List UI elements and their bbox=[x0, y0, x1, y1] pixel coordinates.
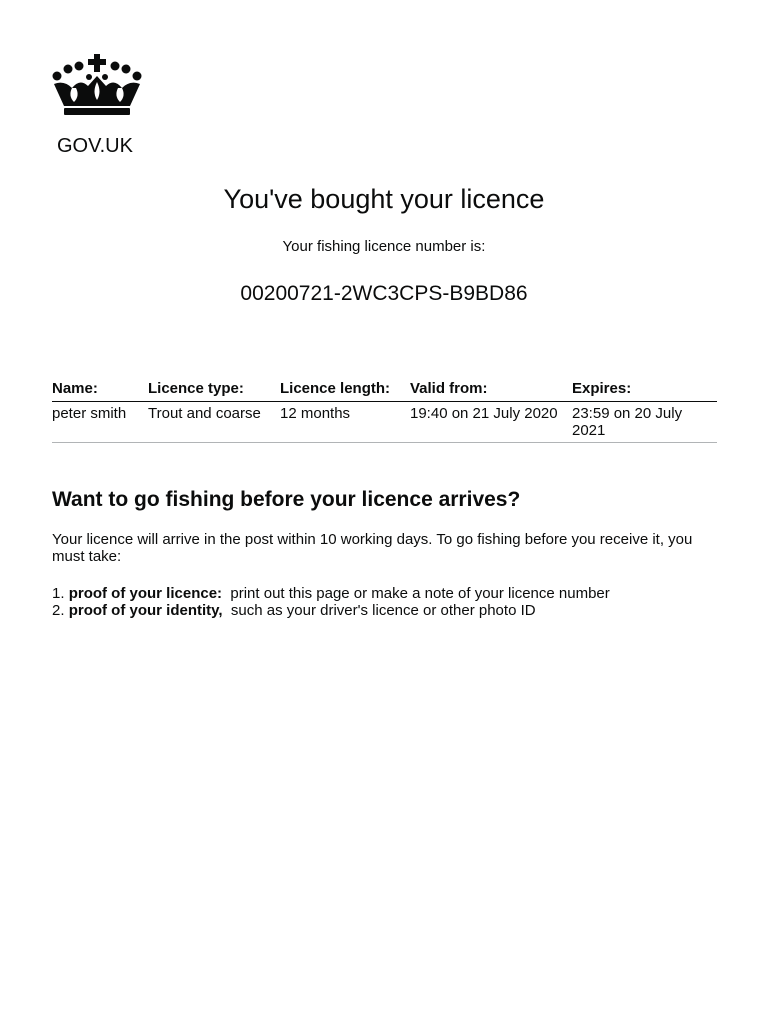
intro-paragraph: Your licence will arrive in the post within 10 working days. To go fishing before you receive it, you must take: bbox=[52, 531, 693, 565]
header-valid-from: Valid from: bbox=[410, 380, 488, 397]
cell-name: peter smith bbox=[52, 405, 127, 422]
licence-number-label: Your fishing licence number is: bbox=[282, 238, 486, 255]
page-title: You've bought your licence bbox=[223, 184, 545, 214]
header-licence-type: Licence type: bbox=[148, 380, 244, 397]
list-number: 2. bbox=[52, 602, 65, 619]
section-heading: Want to go fishing before your licence arrives? bbox=[52, 488, 521, 511]
table-header-row bbox=[52, 380, 717, 402]
cell-licence-type: Trout and coarse bbox=[148, 405, 261, 422]
cell-licence-length: 12 months bbox=[280, 405, 351, 422]
brand-name: GOV.UK bbox=[57, 135, 133, 157]
list-item-text: such as your driver's licence or other photo ID bbox=[230, 602, 536, 619]
list-item-bold: proof of your identity, bbox=[68, 602, 223, 619]
licence-details-table bbox=[52, 380, 717, 443]
header-name: Name: bbox=[52, 380, 98, 397]
list-item-bold: proof of your licence: bbox=[68, 585, 223, 602]
header-expires: Expires: bbox=[572, 380, 632, 397]
requirements-list bbox=[52, 585, 717, 619]
list-item bbox=[52, 602, 717, 619]
cell-expires: 23:59 on 20 July 2021 bbox=[572, 405, 683, 439]
list-item-text: print out this page or make a note of your licence number bbox=[230, 585, 610, 602]
crown-icon bbox=[50, 52, 144, 118]
list-item bbox=[52, 585, 717, 602]
header-licence-length: Licence length: bbox=[280, 380, 391, 397]
licence-number: 00200721-2WC3CPS-B9BD86 bbox=[240, 282, 528, 305]
table-row bbox=[52, 402, 717, 443]
cell-valid-from: 19:40 on 21 July 2020 bbox=[410, 405, 558, 422]
list-number: 1. bbox=[52, 585, 65, 602]
